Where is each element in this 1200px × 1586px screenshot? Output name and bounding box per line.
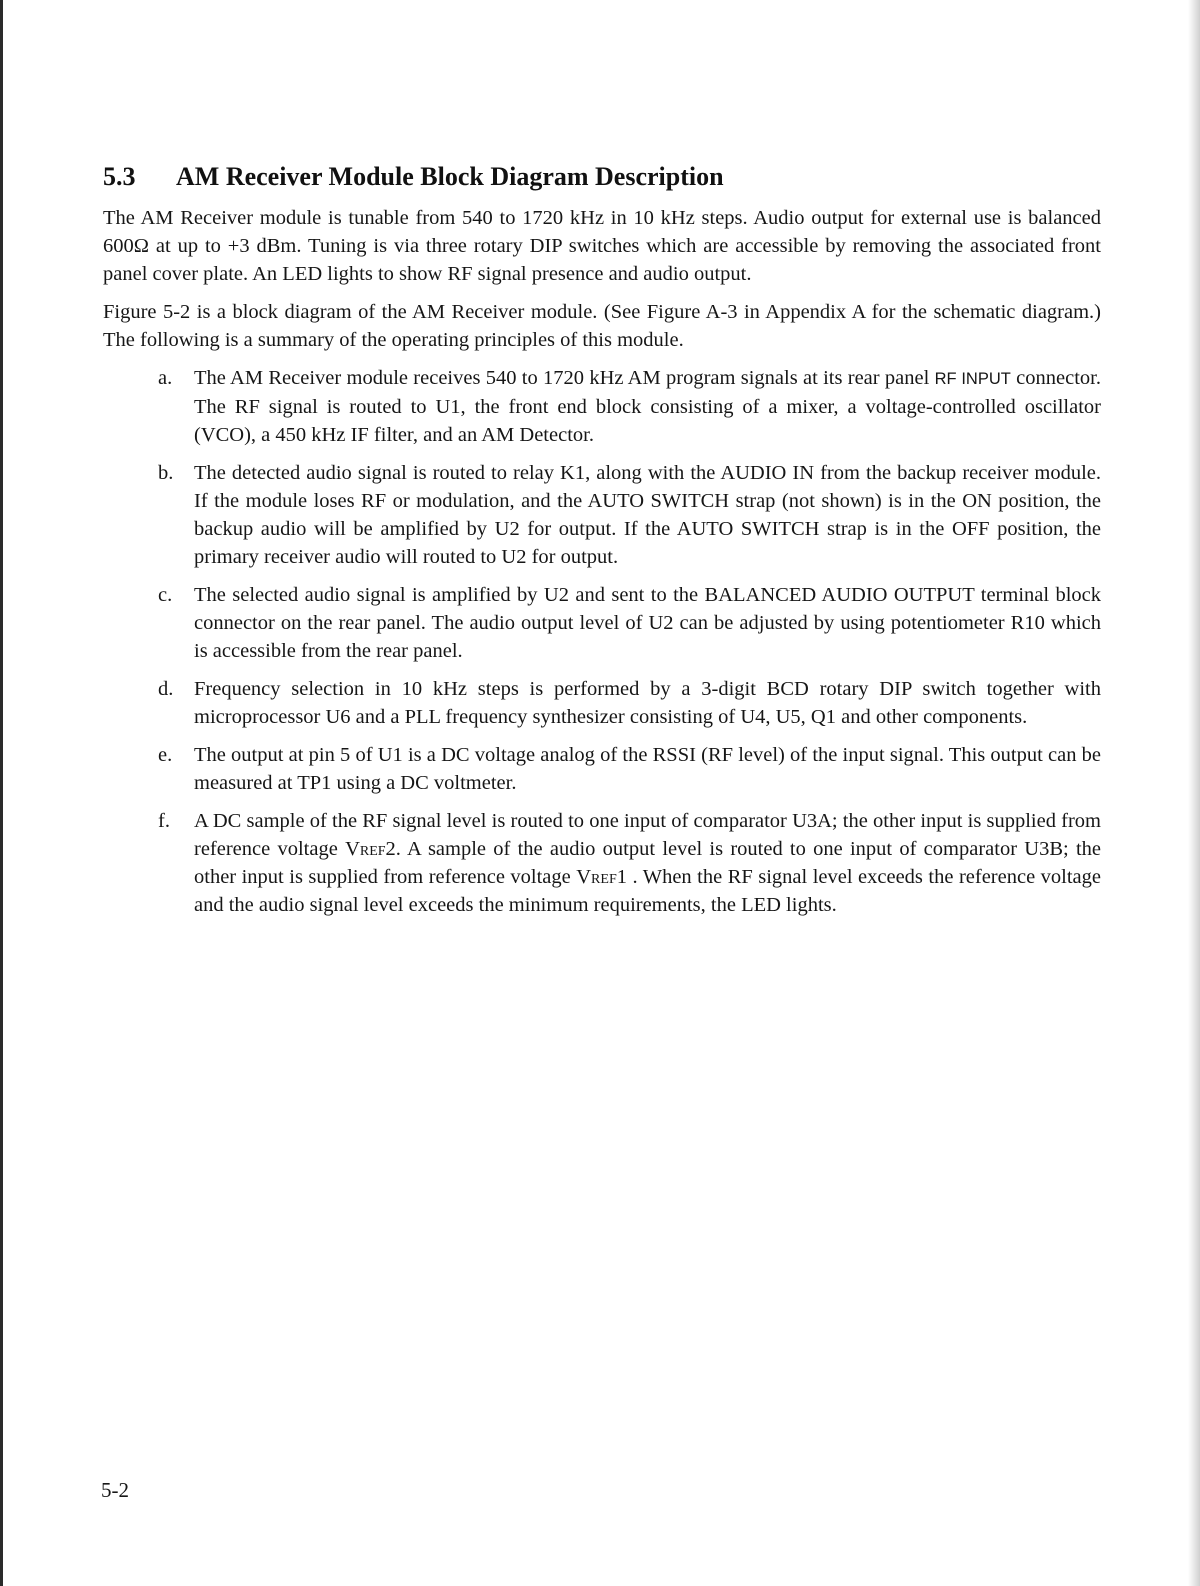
section-number: 5.3	[103, 162, 136, 191]
section-heading	[103, 160, 1101, 194]
list-marker: b.	[158, 462, 174, 484]
list-marker: e.	[158, 744, 173, 766]
list-item-f	[103, 807, 1101, 919]
page-left-edge	[0, 0, 3, 1586]
list-item-text: The detected audio signal is routed to relay K1, along with the AUDIO IN from the backup receiver module. If the module loses RF or modulation, and the AUTO SWITCH strap (not shown) is in the ON position, the backup audio will be amplified by U2 for output. If the AUTO SWITCH strap is in the OFF position, the primary receiver audio will routed to U2 for output.	[194, 462, 1101, 568]
list-item-b	[103, 459, 1101, 571]
list-item-c	[103, 581, 1101, 665]
list-item-text: Frequency selection in 10 kHz steps is performed by a 3-digit BCD rotary DIP switch together with microprocessor U6 and a PLL frequency synthesizer consisting of U4, U5, Q1 and other components.	[194, 678, 1101, 728]
list-marker: f.	[158, 810, 170, 832]
list-item-d	[103, 675, 1101, 731]
list-item-text: . A sample of the audio output level is routed to one input of comparator U3B; the other input is supplied from reference voltage	[194, 838, 1101, 888]
list-marker: d.	[158, 678, 174, 700]
section-title: AM Receiver Module Block Diagram Description	[176, 162, 724, 191]
intro-paragraph: The AM Receiver module is tunable from 540 to 1720 kHz in 10 kHz steps. Audio output for external use is balanced 600Ω at up to +3 dBm. Tuning is via three rotary DIP switches which are accessible by removing the associated front panel cover plate. An LED lights to show RF signal presence and audio output.	[103, 207, 1101, 285]
list-marker: a.	[158, 367, 173, 389]
page-content	[103, 160, 1101, 929]
vref2-label: Vref2	[345, 838, 396, 860]
vref1-label: Vref1	[576, 866, 627, 888]
list-item-text: The selected audio signal is amplified by U2 and sent to the BALANCED AUDIO OUTPUT terminal block connector on the rear panel. The audio output level of U2 can be adjusted by using potentiometer R10 which is accessible from the rear panel.	[194, 584, 1101, 662]
list-item-text: The AM Receiver module receives 540 to 1720 kHz AM program signals at its rear panel	[194, 367, 935, 389]
list-item-text: . When the RF signal level exceeds the reference voltage and the audio signal level exceeds the minimum requirements, the LED lights.	[194, 866, 1101, 916]
list-item-text: The output at pin 5 of U1 is a DC voltage analog of the RSSI (RF level) of the input signal. This output can be measured at TP1 using a DC voltmeter.	[194, 744, 1101, 794]
list-item-text: connector. The RF signal is routed to U1, the front end block consisting of a mixer, a voltage-controlled oscillator (VCO), a 450 kHz IF filter, and an AM Detector.	[194, 367, 1101, 446]
summary-paragraph: Figure 5-2 is a block diagram of the AM Receiver module. (See Figure A-3 in Appendix A for the schematic diagram.) The following is a summary of the operating principles of this module.	[103, 301, 1101, 351]
list-item-a	[103, 364, 1101, 449]
list-item-text: A DC sample of the RF signal level is routed to one input of comparator U3A; the other input is supplied from reference voltage	[194, 810, 1101, 860]
page-number: 5-2	[101, 1478, 129, 1502]
rf-input-label: RF INPUT	[934, 370, 1011, 388]
list-marker: c.	[158, 584, 173, 606]
list-item-e	[103, 741, 1101, 797]
page-right-edge	[1188, 0, 1200, 1586]
principles-list	[103, 364, 1101, 919]
